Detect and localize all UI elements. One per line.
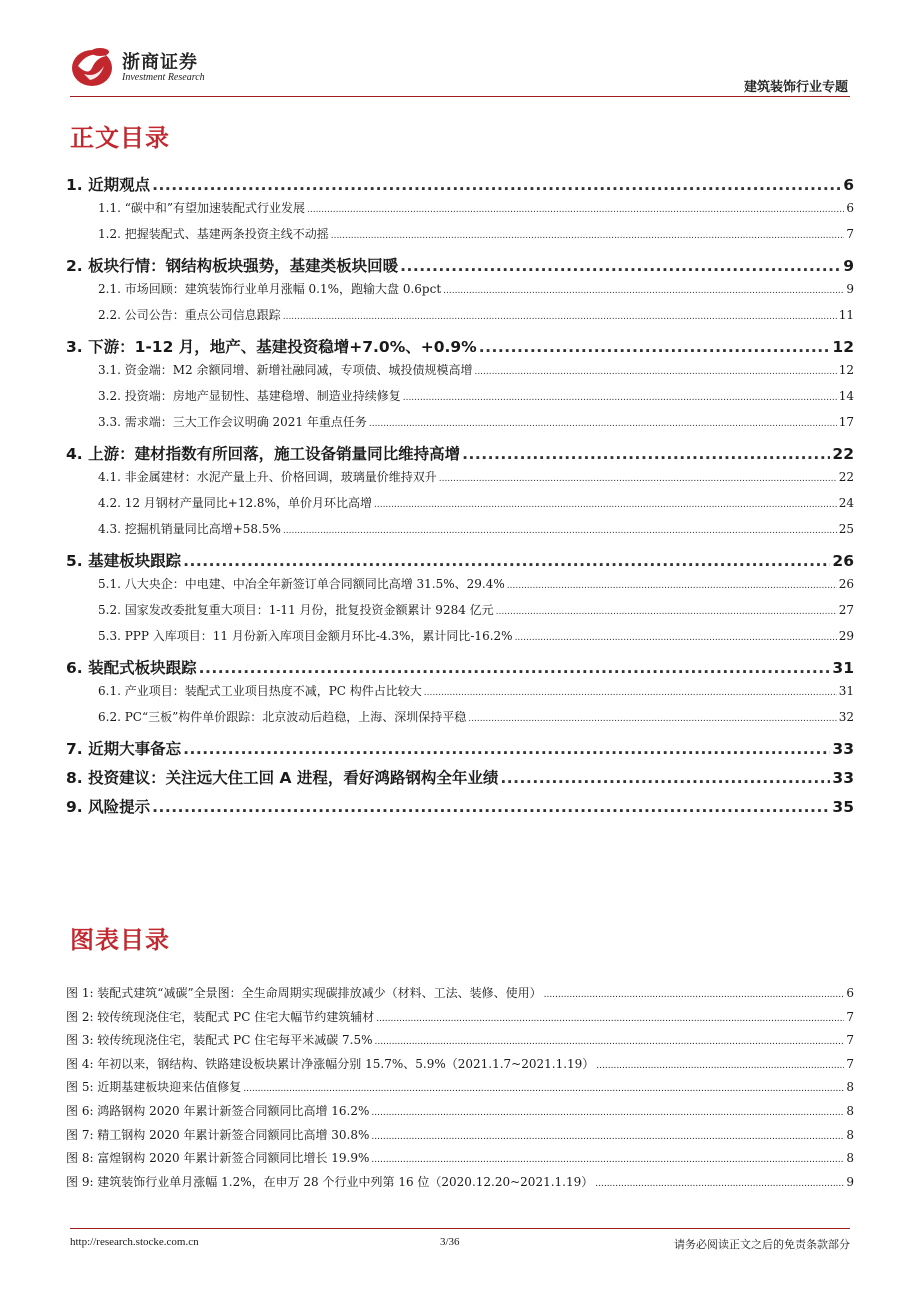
toc-entry-page: 25 xyxy=(838,522,854,536)
toc-section-entry[interactable] xyxy=(66,280,854,306)
toc-entry-label: 5.1. 八大央企：中电建、中冶全年新签订单合同额同比高增 31.5%、29.4% xyxy=(98,577,505,591)
figure-entry-page: 6 xyxy=(846,986,854,1000)
toc-entry-page: 6 xyxy=(846,201,854,215)
figure-entry-page: 8 xyxy=(846,1080,854,1095)
toc-dot-leader xyxy=(369,419,837,429)
figure-entry-page: 8 xyxy=(846,1103,854,1118)
toc-entry-label: 3.2. 投资端：房地产显韧性、基建稳增、制造业持续修复 xyxy=(98,389,401,403)
toc-section-entry[interactable] xyxy=(66,225,854,251)
toc-entry-label: 4.1. 非金属建材：水泥产量上升、价格回调，玻璃量价维持双升 xyxy=(98,470,437,484)
toc-entry-page: 12 xyxy=(838,363,854,377)
figure-entry-page: 8 xyxy=(846,1127,854,1142)
toc-entry-label: 1. 近期观点 xyxy=(66,176,151,194)
toc-section-entry[interactable] xyxy=(66,682,854,708)
figure-list-entry[interactable] xyxy=(66,1173,854,1197)
toc-section-entry[interactable] xyxy=(66,627,854,653)
toc-dot-leader xyxy=(183,552,830,570)
figure-dot-leader xyxy=(376,1014,844,1024)
toc-dot-leader xyxy=(374,500,837,510)
toc-dot-leader xyxy=(424,688,837,698)
figure-list xyxy=(66,984,854,1196)
toc-entry-page: 29 xyxy=(838,629,854,643)
toc-entry-label: 1.1. “碳中和”有望加速装配式行业发展 xyxy=(98,201,305,215)
report-category: 建筑装饰行业专题 xyxy=(743,80,848,95)
toc-dot-leader xyxy=(183,740,830,758)
toc-dot-leader xyxy=(403,393,837,403)
figure-dot-leader xyxy=(596,1061,844,1071)
toc-entry-page: 17 xyxy=(838,415,854,429)
toc-entry-page: 11 xyxy=(838,308,854,322)
toc-dot-leader xyxy=(468,714,836,724)
toc-section-entry[interactable] xyxy=(66,575,854,601)
toc-section-entry[interactable] xyxy=(66,520,854,546)
toc-entry-page: 12 xyxy=(832,338,854,356)
toc-entry-label: 5. 基建板块跟踪 xyxy=(66,552,182,570)
toc-entry-label: 1.2. 把握装配式、基建两条投资主线不动摇 xyxy=(98,227,329,241)
figure-dot-leader xyxy=(544,990,845,1000)
brand-name-en: Investment Research xyxy=(122,72,205,83)
figure-entry-label: 图 6: 鸿路钢构 2020 年累计新签合同额同比高增 16.2% xyxy=(66,1103,370,1118)
figure-entry-page: 7 xyxy=(846,1009,854,1024)
footer-url-link[interactable]: http://research.stocke.com.cn xyxy=(70,1236,199,1248)
toc-entry-label: 5.3. PPP 入库项目：11 月份新入库项目金额月环比-4.3%，累计同比-16.2% xyxy=(98,629,513,643)
toc-entry-label: 3. 下游：1-12 月，地产、基建投资稳增+7.0%、+0.9% xyxy=(66,338,477,356)
figure-dot-leader xyxy=(243,1084,844,1094)
toc-section-entry[interactable] xyxy=(66,708,854,734)
brand-name-cn: 浙商证券 xyxy=(122,52,198,73)
figure-entry-page: 8 xyxy=(846,1151,854,1166)
toc-section-entry[interactable] xyxy=(66,387,854,413)
table-of-contents xyxy=(66,170,854,821)
toc-dot-leader xyxy=(515,633,837,643)
toc-section-entry[interactable] xyxy=(66,494,854,520)
toc-entry-label: 2. 板块行情：钢结构板块强势，基建类板块回暖 xyxy=(66,257,399,275)
toc-entry-label: 2.1. 市场回顾：建筑装饰行业单月涨幅 0.1%，跑输大盘 0.6pct xyxy=(98,282,442,296)
toc-entry-page: 31 xyxy=(838,684,854,698)
page-number: 3/36 xyxy=(440,1236,460,1248)
toc-chapter-entry[interactable] xyxy=(66,254,854,280)
toc-dot-leader xyxy=(152,798,830,816)
toc-section-entry[interactable] xyxy=(66,306,854,332)
toc-entry-page: 31 xyxy=(832,659,854,677)
toc-dot-leader xyxy=(283,312,837,322)
figure-dot-leader xyxy=(371,1155,844,1165)
toc-entry-label: 5.2. 国家发改委批复重大项目：1-11 月份，批复投资金额累计 9284 亿元 xyxy=(98,603,494,617)
toc-entry-label: 9. 风险提示 xyxy=(66,798,151,816)
figure-dot-leader xyxy=(595,1179,844,1189)
toc-section-entry[interactable] xyxy=(66,601,854,627)
brand-logo-icon xyxy=(70,44,116,88)
figure-list-entry[interactable] xyxy=(66,984,854,1008)
toc-section-entry[interactable] xyxy=(66,468,854,494)
figure-entry-label: 图 8: 富煌钢构 2020 年累计新签合同额同比增长 19.9% xyxy=(66,1151,370,1166)
toc-entry-page: 6 xyxy=(843,176,854,194)
toc-chapter-entry[interactable] xyxy=(66,795,854,821)
toc-entry-label: 6.1. 产业项目：装配式工业项目热度不减，PC 构件占比较大 xyxy=(98,684,422,698)
toc-entry-page: 24 xyxy=(838,496,854,510)
toc-entry-label: 8. 投资建议：关注远大住工回 A 进程，看好鸿路钢构全年业绩 xyxy=(66,769,499,787)
toc-dot-leader xyxy=(474,367,836,377)
toc-dot-leader xyxy=(500,769,830,787)
figure-entry-label: 图 1: 装配式建筑“减碳”全景图：全生命周期实现碳排放减少（材料、工法、装修、使用） xyxy=(66,986,542,1000)
toc-entry-page: 9 xyxy=(843,257,854,275)
footer-disclaimer: 请务必阅读正文之后的免责条款部分 xyxy=(674,1238,850,1251)
toc-dot-leader xyxy=(283,526,837,536)
toc-dot-leader xyxy=(479,338,831,356)
figure-dot-leader xyxy=(371,1132,844,1142)
toc-dot-leader xyxy=(443,286,844,296)
figure-entry-page: 9 xyxy=(846,1174,854,1189)
toc-dot-leader xyxy=(307,205,844,215)
figure-list-entry[interactable] xyxy=(66,1008,854,1032)
toc-entry-label: 4. 上游：建材指数有所回落，施工设备销量同比维持高增 xyxy=(66,445,461,463)
figure-dot-leader xyxy=(371,1108,844,1118)
figure-entry-label: 图 9: 建筑装饰行业单月涨幅 1.2%，在申万 28 个行业中列第 16 位（2020.12.20~2021.1.19） xyxy=(66,1174,594,1189)
toc-entry-label: 2.2. 公司公告：重点公司信息跟踪 xyxy=(98,308,281,322)
toc-dot-leader xyxy=(496,607,837,617)
toc-chapter-entry[interactable] xyxy=(66,442,854,468)
footer-divider xyxy=(70,1228,850,1229)
toc-entry-page: 7 xyxy=(846,227,854,241)
toc-dot-leader xyxy=(462,445,830,463)
toc-entry-page: 26 xyxy=(838,577,854,591)
toc-entry-label: 4.3. 挖掘机销量同比高增+58.5% xyxy=(98,522,281,536)
figure-list-entry[interactable] xyxy=(66,1149,854,1173)
toc-dot-leader xyxy=(439,474,837,484)
toc-entry-page: 27 xyxy=(838,603,854,617)
toc-dot-leader xyxy=(331,231,845,241)
figure-list-entry[interactable] xyxy=(66,1078,854,1102)
toc-chapter-entry[interactable] xyxy=(66,335,854,361)
header-divider xyxy=(70,96,850,97)
figure-entry-label: 图 2: 较传统现浇住宅，装配式 PC 住宅大幅节约建筑辅材 xyxy=(66,1009,375,1024)
toc-chapter-entry[interactable] xyxy=(66,766,854,792)
toc-entry-page: 33 xyxy=(832,740,854,758)
figure-list-title: 图表目录 xyxy=(70,926,170,954)
toc-chapter-entry[interactable] xyxy=(66,173,854,199)
figure-list-entry[interactable] xyxy=(66,1126,854,1150)
toc-entry-label: 3.1. 资金端：M2 余额同增、新增社融同减，专项债、城投债规模高增 xyxy=(98,363,473,377)
toc-chapter-entry[interactable] xyxy=(66,656,854,682)
toc-entry-label: 3.3. 需求端：三大工作会议明确 2021 年重点任务 xyxy=(98,415,367,429)
toc-entry-label: 6.2. PC“三板”构件单价跟踪：北京波动后趋稳，上海、深圳保持平稳 xyxy=(98,710,467,724)
toc-section-entry[interactable] xyxy=(66,199,854,225)
toc-entry-page: 22 xyxy=(838,470,854,484)
figure-list-entry[interactable] xyxy=(66,1102,854,1126)
toc-entry-page: 22 xyxy=(832,445,854,463)
figure-entry-page: 7 xyxy=(846,1056,854,1071)
toc-dot-leader xyxy=(507,581,837,591)
toc-entry-page: 32 xyxy=(838,710,854,724)
toc-entry-page: 33 xyxy=(832,769,854,787)
toc-entry-label: 4.2. 12 月钢材产量同比+12.8%，单价月环比高增 xyxy=(98,496,372,510)
figure-entry-label: 图 7: 精工钢构 2020 年累计新签合同额同比高增 30.8% xyxy=(66,1127,370,1142)
toc-dot-leader xyxy=(152,176,841,194)
toc-dot-leader xyxy=(400,257,841,275)
toc-entry-label: 7. 近期大事备忘 xyxy=(66,740,182,758)
figure-entry-label: 图 5: 近期基建板块迎来估值修复 xyxy=(66,1080,242,1095)
brand-logo xyxy=(70,44,210,88)
toc-dot-leader xyxy=(199,659,831,677)
toc-entry-label: 6. 装配式板块跟踪 xyxy=(66,659,197,677)
figure-list-entry[interactable] xyxy=(66,1055,854,1079)
toc-entry-page: 9 xyxy=(846,282,854,296)
toc-title: 正文目录 xyxy=(70,124,170,152)
figure-entry-label: 图 3: 较传统现浇住宅，装配式 PC 住宅每平米减碳 7.5% xyxy=(66,1033,373,1048)
figure-entry-label: 图 4: 年初以来，钢结构、铁路建设板块累计净涨幅分别 15.7%、5.9%（2021.1.7~2021.1.19） xyxy=(66,1056,595,1071)
toc-chapter-entry[interactable] xyxy=(66,549,854,575)
toc-entry-page: 26 xyxy=(832,552,854,570)
figure-dot-leader xyxy=(375,1037,845,1047)
figure-entry-page: 7 xyxy=(846,1033,854,1048)
figure-list-entry[interactable] xyxy=(66,1031,854,1055)
toc-chapter-entry[interactable] xyxy=(66,737,854,763)
toc-entry-page: 14 xyxy=(838,389,854,403)
toc-section-entry[interactable] xyxy=(66,413,854,439)
toc-section-entry[interactable] xyxy=(66,361,854,387)
toc-entry-page: 35 xyxy=(832,798,854,816)
